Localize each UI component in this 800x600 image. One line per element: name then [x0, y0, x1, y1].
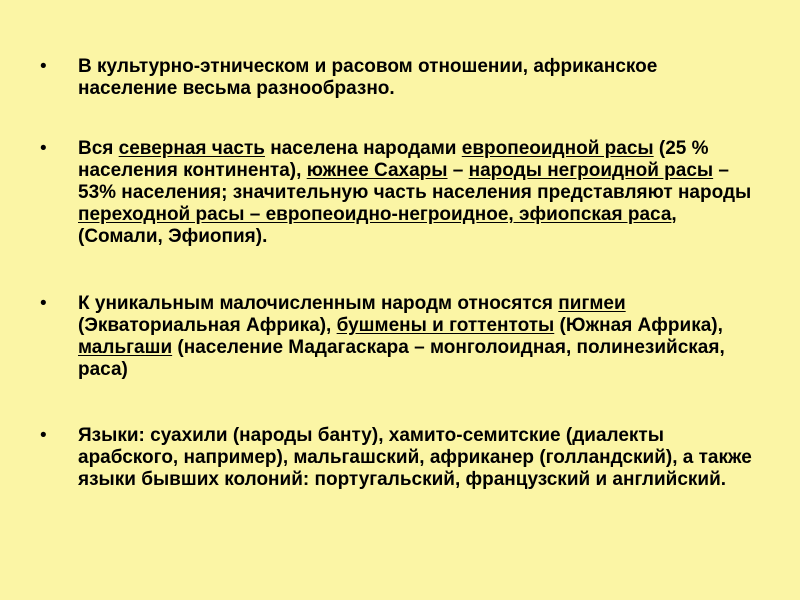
text-segment: – 53% населения; значительную часть населения представляют народы: [78, 160, 752, 203]
text-segment: , (Сомали, Эфиопия).: [78, 204, 677, 247]
bullet-icon: •: [40, 425, 47, 446]
underlined-term: европеоидной расы: [461, 138, 654, 159]
text-segment: К уникальным малочисленным народм относятся: [78, 293, 559, 314]
underlined-term: северная часть: [118, 138, 265, 159]
text-segment: (население Мадагаскара – монголоидная, полинезийская, раса): [78, 337, 725, 380]
text-segment: –: [447, 160, 469, 181]
underlined-term: народы негроидной расы: [468, 160, 714, 181]
bullet-list: [40, 56, 760, 523]
text-segment: (25 % населения континента),: [78, 138, 709, 181]
bullet-item-languages: [40, 425, 760, 491]
bullet-item-races: [40, 138, 760, 248]
text-segment: Языки: суахили (народы банту), хамито-семитские (диалекты арабского, например), мальгашский, африканер (голландский), а также языки бывших колоний: португальский, французский и английский.: [78, 425, 752, 490]
bullet-icon: •: [40, 293, 47, 314]
bullet-item-population-diversity: [40, 56, 760, 100]
bullet-text: [78, 293, 760, 381]
bullet-icon: •: [40, 138, 47, 159]
text-segment: (Экваториальная Африка),: [78, 315, 337, 336]
bullet-text: [78, 425, 760, 491]
bullet-text: [78, 138, 760, 248]
bullet-text: [78, 56, 760, 100]
bullet-icon: •: [40, 56, 47, 77]
text-segment: населена народами: [264, 138, 462, 159]
text-segment: Вся: [78, 138, 119, 159]
bullet-item-unique-peoples: [40, 293, 760, 381]
underlined-term: пигмеи: [558, 293, 626, 314]
underlined-term: бушмены и готтентоты: [336, 315, 555, 336]
underlined-term: переходной расы – европеоидно-негроидное, эфиопская раса: [78, 204, 672, 225]
underlined-term: южнее Сахары: [306, 160, 448, 181]
text-segment: В культурно-этническом и расовом отношении, африканское население весьма разнообразно.: [78, 56, 658, 99]
underlined-term: мальгаши: [78, 337, 173, 358]
text-segment: (Южная Африка),: [554, 315, 723, 336]
